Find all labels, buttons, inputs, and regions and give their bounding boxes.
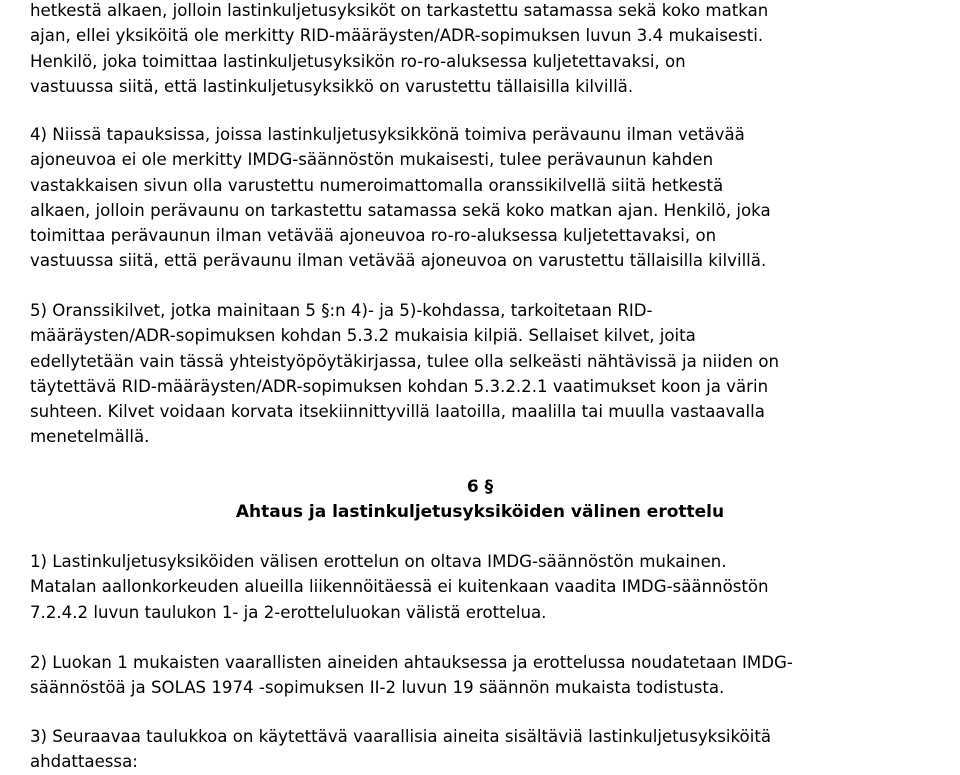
section-6-item-3 — [30, 724, 956, 775]
text-line: 5) Oranssikilvet, jotka mainitaan 5 §:n 4)- ja 5)-kohdassa, tarkoitetaan RID- — [30, 301, 653, 320]
text-line: toimittaa perävaunun ilman vetävää ajoneuvoa ro-ro-aluksessa kuljetettavaksi, on — [30, 226, 717, 246]
text-line: 7.2.4.2 luvun taulukon 1- ja 2-erotteluluokan välistä erottelua. — [30, 602, 547, 622]
section-6-item-2 — [30, 650, 956, 701]
intro-paragraph — [30, 0, 956, 99]
text-line: 4) Niissä tapauksissa, joissa lastinkuljetusyksikkönä toimiva perävaunu ilman vetävää — [30, 125, 745, 144]
text-line: ajan, ellei yksiköitä ole merkitty RID-määräysten/ADR-sopimuksen luvun 3.4 mukaisesti. — [30, 26, 764, 46]
text-line: vastuussa siitä, että perävaunu ilman vetävää ajoneuvoa on varustettu tällaisilla kilvillä. — [30, 251, 767, 271]
text-line: suhteen. Kilvet voidaan korvata itsekiinnittyvillä laatoilla, maalilla tai muulla vastaavalla — [30, 402, 765, 422]
text-line: 2) Luokan 1 mukaisten vaarallisten aineiden ahtauksessa ja erottelussa noudatetaan IMDG- — [30, 653, 793, 672]
text-line: ahdattaessa: — [30, 752, 138, 772]
text-line: määräysten/ADR-sopimuksen kohdan 5.3.2 mukaisia kilpiä. Sellaiset kilvet, joita — [30, 326, 696, 346]
item-4-paragraph — [30, 122, 956, 274]
section-6-item-1 — [30, 549, 956, 625]
text-line: edellytetään vain tässä yhteistyöpöytäkirjassa, tulee olla selkeästi nähtävissä ja niiden on — [30, 351, 780, 371]
text-line: Henkilö, joka toimittaa lastinkuljetusyksikön ro-ro-aluksessa kuljetettavaksi, on — [30, 51, 686, 71]
text-line: säännöstöä ja SOLAS 1974 -sopimuksen II-2 luvun 19 säännön mukaista todistusta. — [30, 678, 725, 698]
text-line: 3) Seuraavaa taulukkoa on käytettävä vaarallisia aineita sisältäviä lastinkuljetusyksiköitä — [30, 727, 771, 746]
section-title: Ahtaus ja lastinkuljetusyksiköiden välinen erottelu — [235, 502, 725, 522]
text-line: täytettävä RID-määräysten/ADR-sopimuksen kohdan 5.3.2.2.1 vaatimukset koon ja värin — [30, 376, 769, 396]
text-line: vastuussa siitä, että lastinkuljetusyksikkö on varustettu tällaisilla kilvillä. — [30, 76, 634, 96]
text-line: ajoneuvoa ei ole merkitty IMDG-säännöstön mukaisesti, tulee perävaunun kahden — [30, 150, 714, 170]
text-line: alkaen, jolloin perävaunu on tarkastettu satamassa sekä koko matkan ajan. Henkilö, joka — [30, 200, 771, 220]
text-line: menetelmällä. — [30, 427, 150, 447]
section-number: 6 § — [466, 477, 494, 497]
item-5-paragraph — [30, 298, 956, 450]
text-line: vastakkaisen sivun olla varustettu numeroimattomalla oranssikilvellä siitä hetkestä — [30, 175, 724, 195]
text-line: Matalan aallonkorkeuden alueilla liikennöitäessä ei kuitenkaan vaadita IMDG-säännöstön — [30, 577, 769, 597]
text-line: hetkestä alkaen, jolloin lastinkuljetusyksiköt on tarkastettu satamassa sekä koko matkan — [30, 1, 769, 20]
text-line: 1) Lastinkuljetusyksiköiden välisen erottelun on oltava IMDG-säännöstön mukainen. — [30, 552, 727, 571]
